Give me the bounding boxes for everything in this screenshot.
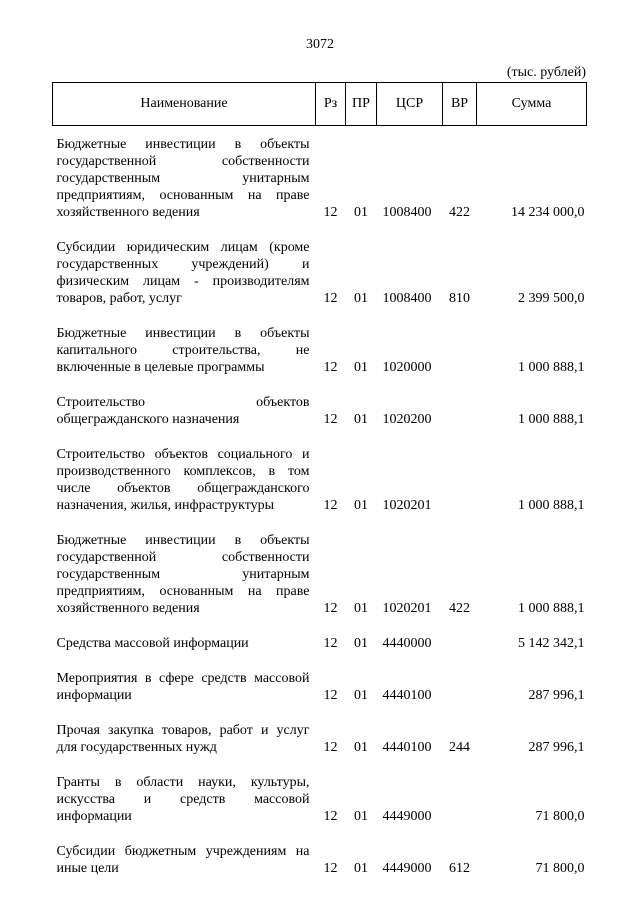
column-header-pr: ПР [346,83,377,126]
row-name: Субсидии бюджетным учреждениям на иные цели [56,844,310,876]
row-pr: 01 [354,412,368,427]
row-csr: 1008400 [382,205,432,220]
table-row [53,446,587,518]
row-vr: 422 [449,205,470,220]
row-csr: 1020201 [382,601,432,616]
row-pr: 01 [354,205,368,220]
row-rz: 12 [323,740,338,755]
table-row [53,670,587,708]
row-name: Бюджетные инвестиции в объекты государственной собственности государственным унитарным предприятиям, основанным на праве хозяйственного ведения [56,137,310,220]
column-header-sum: Сумма [477,83,587,126]
row-sum: 71 800,0 [535,809,585,824]
row-pr: 01 [354,740,368,755]
row-vr: 422 [449,601,470,616]
row-vr [443,446,477,518]
row-name: Субсидии юридическим лицам (кроме государственных учреждений) и физическим лицам - производителям товаров, работ, услуг [56,240,310,306]
row-pr: 01 [354,498,368,513]
row-name: Бюджетные инвестиции в объекты государственной собственности государственным унитарным предприятиям, основанным на праве хозяйственного ведения [56,533,310,616]
table-row [53,532,587,621]
row-vr: 810 [449,291,470,306]
row-csr: 4449000 [382,861,432,876]
row-pr: 01 [354,636,368,651]
row-pr: 01 [354,601,368,616]
row-vr [443,394,477,432]
row-pr: 01 [354,809,368,824]
row-vr [443,325,477,380]
row-name: Бюджетные инвестиции в объекты капитального строительства, не включенные в целевые программы [56,326,310,375]
row-rz: 12 [323,498,338,513]
table-body [53,126,587,882]
column-header-rz: Рз [316,83,346,126]
column-header-vr: ВР [443,83,477,126]
table-header [53,83,587,126]
row-csr: 4440100 [382,688,432,703]
row-sum: 1 000 888,1 [518,360,585,375]
table-row [53,394,587,432]
row-pr: 01 [354,360,368,375]
table-row [53,126,587,226]
row-rz: 12 [323,205,338,220]
row-pr: 01 [354,861,368,876]
row-csr: 4440100 [382,740,432,755]
row-rz: 12 [323,291,338,306]
row-csr: 4440000 [382,636,432,651]
table-row [53,774,587,829]
row-rz: 12 [323,861,338,876]
row-sum: 5 142 342,1 [518,636,585,651]
row-csr: 4449000 [382,809,432,824]
row-rz: 12 [323,601,338,616]
page-number: 3072 [306,37,334,52]
row-rz: 12 [323,688,338,703]
row-csr: 1020200 [382,412,432,427]
row-csr: 1008400 [382,291,432,306]
row-pr: 01 [354,291,368,306]
row-vr [443,635,477,656]
row-csr: 1020201 [382,498,432,513]
row-name: Гранты в области науки, культуры, искусства и средств массовой информации [56,775,310,824]
units-label: (тыс. рублей) [506,65,586,80]
table-row [53,722,587,760]
row-name: Строительство объектов общегражданского назначения [56,395,310,427]
column-header-csr: ЦСР [377,83,443,126]
row-csr: 1020000 [382,360,432,375]
row-name: Средства массовой информации [56,636,249,651]
row-pr: 01 [354,688,368,703]
row-sum: 14 234 000,0 [511,205,585,220]
row-sum: 71 800,0 [535,861,585,876]
row-vr: 244 [449,740,470,755]
row-sum: 287 996,1 [528,688,585,703]
budget-table [52,82,587,881]
row-rz: 12 [323,636,338,651]
row-sum: 1 000 888,1 [518,412,585,427]
row-rz: 12 [323,360,338,375]
row-name: Прочая закупка товаров, работ и услуг для государственных нужд [56,723,310,755]
table-row [53,843,587,881]
row-sum: 287 996,1 [528,740,585,755]
row-sum: 2 399 500,0 [518,291,585,306]
table-row [53,635,587,656]
row-vr [443,774,477,829]
column-header-name: Наименование [53,83,316,126]
row-vr: 612 [449,861,470,876]
row-name: Строительство объектов социального и производственного комплексов, в том числе объектов общегражданского назначения, жилья, инфраструктуры [56,447,310,513]
row-sum: 1 000 888,1 [518,498,585,513]
row-name: Мероприятия в сфере средств массовой информации [56,671,310,703]
row-sum: 1 000 888,1 [518,601,585,616]
row-vr [443,670,477,708]
row-rz: 12 [323,412,338,427]
table-row [53,239,587,311]
table-row [53,325,587,380]
row-rz: 12 [323,809,338,824]
